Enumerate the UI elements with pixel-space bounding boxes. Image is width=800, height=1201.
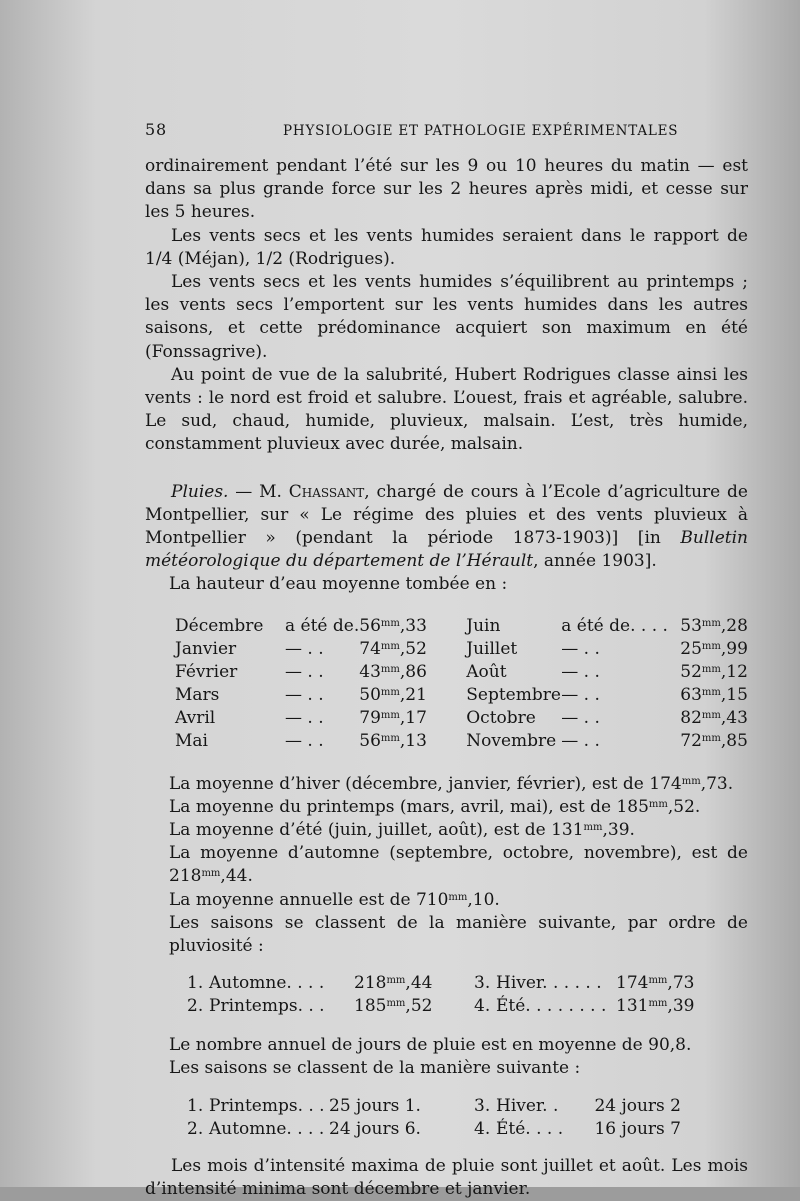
unit-mm: mm: [648, 998, 668, 1010]
unit-mm: mm: [380, 709, 400, 721]
value-int: 174: [649, 773, 682, 794]
value-int: 56: [359, 615, 381, 636]
unit-mm: mm: [583, 822, 603, 834]
rank-number: 1.: [187, 973, 204, 994]
unit-mm: mm: [648, 798, 668, 810]
rain-days-text: Le nombre annuel de jours de pluie est en moyenne de 90,8.: [169, 1035, 692, 1056]
ditto-mark: — . .: [285, 661, 324, 682]
table-row: [175, 638, 748, 661]
value-int: 131: [616, 996, 649, 1017]
table-row: [187, 972, 694, 995]
unit-mm: mm: [448, 891, 468, 903]
value-int: 218: [169, 866, 202, 887]
bulletin-title: Bulletin météorologique du département de l’Hérault: [145, 528, 748, 572]
average-text: La moyenne d’été (juin, juillet, août), est de: [169, 820, 552, 841]
table-row: [175, 684, 748, 707]
ditto-mark: a été de.: [285, 615, 360, 636]
rainfall-value: [668, 615, 748, 638]
unit-mm: mm: [380, 617, 400, 629]
rainfall-value: [354, 995, 474, 1018]
value-int: 52: [680, 661, 702, 682]
ditto-mark: — . .: [561, 730, 600, 751]
value-int: 50: [359, 684, 381, 705]
value-int: 53: [680, 615, 702, 636]
rainfall-value: [616, 972, 694, 995]
value-int: 131: [551, 820, 584, 841]
value-frac: ,99: [720, 638, 748, 659]
monthly-rainfall-table: [175, 615, 748, 753]
unit-mm: mm: [386, 975, 406, 987]
month-name: Octobre: [466, 707, 536, 728]
value-frac: ,10.: [467, 889, 500, 910]
ditto-mark: a été de. . . .: [561, 615, 668, 636]
value-int: 63: [680, 684, 702, 705]
value-int: 79: [359, 707, 381, 728]
month-name: Septembre: [466, 684, 561, 705]
season-name: Été. . . . . . . .: [496, 996, 607, 1017]
season-name: Automne. . . .: [209, 973, 325, 994]
running-header: [145, 120, 748, 139]
value-frac: ,12: [720, 661, 748, 682]
value-frac: ,39.: [602, 820, 635, 841]
running-title: PHYSIOLOGIE ET PATHOLOGIE EXPÉRIMENTALES: [283, 123, 679, 139]
rain-days-value: 16 jours 7: [594, 1118, 681, 1139]
value-frac: ,17: [399, 707, 427, 728]
season-name: Hiver. .: [496, 1095, 559, 1116]
value-frac: ,52: [405, 996, 433, 1017]
unit-mm: mm: [380, 640, 400, 652]
unit-mm: mm: [380, 686, 400, 698]
monthly-intro: La hauteur d’eau moyenne tombée en :: [169, 574, 508, 595]
rank-number: 1.: [187, 1095, 204, 1116]
ditto-mark: — . .: [285, 638, 324, 659]
body-text: [145, 155, 748, 1201]
season-name: Hiver. . . . . .: [496, 973, 602, 994]
month-name: Février: [175, 661, 238, 682]
value-frac: ,73: [667, 973, 695, 994]
unit-mm: mm: [648, 975, 668, 987]
pluies-text-2: , année 1903].: [533, 551, 657, 572]
average-line: [169, 819, 748, 842]
table-row: [187, 1095, 681, 1118]
value-int: 174: [616, 973, 649, 994]
rainfall-value: [668, 638, 748, 661]
month-name: Juillet: [466, 638, 518, 659]
value-int: 43: [359, 661, 381, 682]
rainfall-value: [668, 661, 748, 684]
rain-days-table: [187, 1095, 681, 1141]
value-frac: ,86: [399, 661, 427, 682]
value-frac: ,39: [667, 996, 695, 1017]
month-name: Mai: [175, 730, 208, 751]
table-row: [175, 730, 748, 753]
month-name: Janvier: [175, 638, 237, 659]
value-int: 25: [680, 638, 702, 659]
table-row: [175, 615, 748, 638]
paragraph-pluies: [145, 481, 748, 574]
average-line: [169, 796, 748, 819]
rainfall-value: [359, 707, 466, 730]
averages-block: [145, 773, 748, 912]
rank-number: 4.: [474, 1118, 491, 1139]
rank-number: 2.: [187, 1118, 204, 1139]
value-frac: ,52: [399, 638, 427, 659]
unit-mm: mm: [701, 663, 721, 675]
rainfall-value: [668, 684, 748, 707]
value-int: 72: [680, 730, 702, 751]
paragraph-intensity: Les mois d’intensité maxima de pluie sont juillet et août. Les mois d’intensité minima sont décembre et janvier.: [145, 1155, 748, 1199]
value-int: 185: [354, 996, 387, 1017]
rainfall-value: [359, 730, 466, 753]
value-frac: ,44: [405, 973, 433, 994]
paragraph-dry-humid-ratio: Les vents secs et les vents humides seraient dans le rapport de 1/4 (Méjan), 1/2 (Rodrigues).: [145, 225, 748, 269]
rainfall-value: [616, 995, 694, 1018]
ditto-mark: — . .: [561, 707, 600, 728]
unit-mm: mm: [380, 663, 400, 675]
season-name: Printemps. . .: [209, 996, 325, 1017]
rain-days-value: 25 jours 1.: [329, 1095, 421, 1116]
value-int: 82: [680, 707, 702, 728]
rank-number: 4.: [474, 996, 491, 1017]
rank-number: 2.: [187, 996, 204, 1017]
value-int: 218: [354, 973, 387, 994]
rank-number: 3.: [474, 973, 491, 994]
unit-mm: mm: [386, 998, 406, 1010]
value-frac: ,28: [720, 615, 748, 636]
section-label-pluies: Pluies.: [171, 481, 229, 502]
average-text: La moyenne d’hiver (décembre, janvier, février), est de: [169, 773, 650, 794]
month-name: Juin: [466, 615, 501, 636]
rainfall-value: [359, 661, 466, 684]
unit-mm: mm: [380, 732, 400, 744]
page-number: 58: [145, 120, 167, 139]
value-frac: ,44.: [220, 866, 253, 887]
season-name: Automne. . . .: [209, 1118, 325, 1139]
value-frac: ,33: [399, 615, 427, 636]
value-int: 710: [415, 889, 449, 910]
unit-mm: mm: [701, 732, 721, 744]
average-line: [169, 773, 748, 796]
unit-mm: mm: [701, 686, 721, 698]
value-frac: ,15: [720, 684, 748, 705]
ditto-mark: — . .: [561, 638, 600, 659]
ditto-mark: — . .: [561, 684, 600, 705]
ditto-mark: — . .: [285, 684, 324, 705]
value-frac: ,52.: [667, 796, 701, 817]
season-name: Printemps. . .: [209, 1095, 325, 1116]
average-line: [169, 842, 748, 888]
rain-days-intro: Les saisons se classent de la manière suivante :: [169, 1058, 581, 1079]
average-text: La moyenne annuelle est de: [169, 889, 416, 910]
ditto-mark: — . .: [285, 730, 324, 751]
paragraph-wind-continued: ordinairement pendant l’été sur les 9 ou 10 heures du matin — est dans sa plus grande force sur les 2 heures après midi, et cesse sur les 5 heures.: [145, 156, 748, 223]
season-name: Été. . . .: [496, 1118, 564, 1139]
paragraph-seasonal-balance: Les vents secs et les vents humides s’équilibrent au printemps ; les vents secs l’emportent sur les vents humides dans les autres saisons, et cette prédominance acquiert son maximum en été (Fonssagrive).: [145, 272, 748, 362]
table-row: [175, 661, 748, 684]
rank-number: 3.: [474, 1095, 491, 1116]
table-row: [187, 1118, 681, 1141]
rainfall-value: [668, 730, 748, 753]
rainfall-value: [359, 615, 466, 638]
value-frac: ,13: [399, 730, 427, 751]
rainfall-value: [668, 707, 748, 730]
season-ranking-table: [187, 972, 694, 1018]
seasons-intro: Les saisons se classent de la manière suivante, par ordre de pluviosité :: [169, 912, 748, 957]
unit-mm: mm: [701, 709, 721, 721]
average-text: La moyenne du printemps (mars, avril, mai), est de: [169, 796, 617, 817]
average-line: [169, 889, 748, 912]
rainfall-value: [359, 684, 466, 707]
value-int: 56: [359, 730, 381, 751]
value-int: 185: [616, 796, 649, 817]
ditto-mark: — . .: [285, 707, 324, 728]
unit-mm: mm: [201, 868, 221, 880]
unit-mm: mm: [681, 775, 701, 787]
month-name: Avril: [175, 707, 216, 728]
rain-days-value: 24 jours 2: [594, 1095, 681, 1116]
month-name: Mars: [175, 684, 220, 705]
month-name: Août: [466, 661, 507, 682]
value-frac: ,43: [720, 707, 748, 728]
rain-days-value: 24 jours 6.: [329, 1118, 421, 1139]
value-frac: ,85: [720, 730, 748, 751]
month-name: Décembre: [175, 615, 264, 636]
unit-mm: mm: [701, 640, 721, 652]
rainfall-value: [354, 972, 474, 995]
average-text: La moyenne d’automne (septembre, octobre, novembre), est de: [169, 843, 748, 864]
table-row: [187, 995, 694, 1018]
table-row: [175, 707, 748, 730]
ditto-mark: — . .: [561, 661, 600, 682]
value-frac: ,73.: [700, 773, 734, 794]
dash-text: — M.: [228, 481, 289, 502]
value-int: 74: [359, 638, 381, 659]
rainfall-value: [359, 638, 466, 661]
value-frac: ,21: [399, 684, 427, 705]
unit-mm: mm: [701, 617, 721, 629]
paragraph-salubrity: Au point de vue de la salubrité, Hubert Rodrigues classe ainsi les vents : le nord est froid et salubre. L’ouest, frais et agréable, salubre. Le sud, chaud, humide, pluvieux, malsain. L’est, très humide, constamment pluvieux avec durée, malsain.: [145, 364, 748, 455]
month-name: Novembre: [466, 730, 557, 751]
author-name: Chassant: [288, 481, 365, 502]
pluies-text-1: , chargé de cours à l’Ecole d’agriculture de Montpellier, sur « Le régime des pluies et des vents pluvieux à Montpellier » (pendant la période 1873-1903)] [in: [145, 481, 748, 549]
